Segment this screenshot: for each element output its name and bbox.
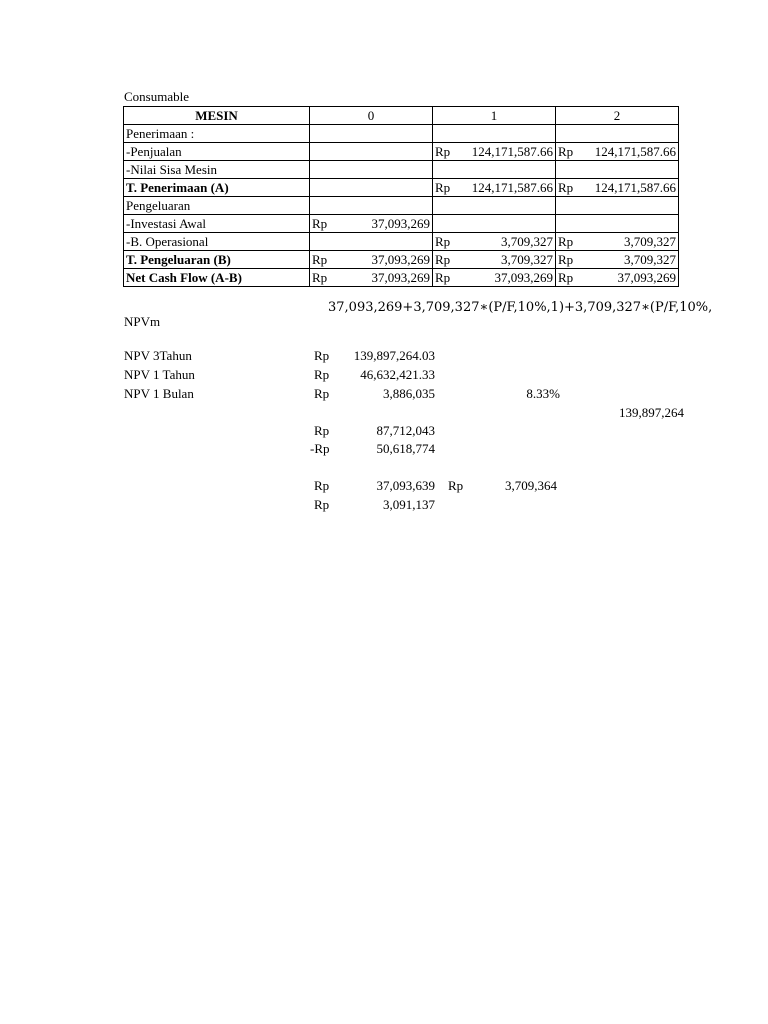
row-label[interactable]: -Nilai Sisa Mesin — [124, 161, 310, 179]
cell-year-2[interactable] — [556, 161, 679, 179]
npv-1-bulan-label: NPV 1 Bulan — [124, 386, 194, 401]
calc-4-value[interactable]: 3,091,137 — [383, 497, 435, 512]
table-row — [124, 251, 679, 269]
calc-2-currency: -Rp — [310, 441, 330, 456]
cell-year-1[interactable] — [433, 197, 556, 215]
cell-year-0[interactable] — [310, 179, 433, 197]
cell-year-0[interactable] — [310, 161, 433, 179]
table-row — [124, 125, 679, 143]
calc-3-value[interactable]: 37,093,639 — [376, 478, 435, 493]
money-value — [312, 215, 430, 232]
npv-1-bulan-currency: Rp — [314, 386, 330, 401]
cell-year-0[interactable] — [310, 197, 433, 215]
currency-label: Rp — [312, 270, 328, 285]
calc-3b-value[interactable]: 3,709,364 — [505, 478, 557, 493]
amount-value: 37,093,269 — [617, 270, 676, 285]
money-value — [435, 233, 553, 250]
npv-formula: 37,093,269+3,709,327∗(P/F,10%,1)+3,709,327∗(P/F,10%, — [328, 300, 713, 315]
monthly-rate-value[interactable]: 8.33% — [526, 386, 560, 401]
table-row — [124, 269, 679, 287]
cell-year-2[interactable] — [556, 125, 679, 143]
currency-label: Rp — [558, 252, 574, 267]
table-header-row — [124, 107, 679, 125]
header-cell-year-2[interactable]: 2 — [556, 107, 679, 125]
money-value — [558, 233, 676, 250]
npv-1-tahun-currency: Rp — [314, 367, 330, 382]
table-row — [124, 179, 679, 197]
cell-year-0[interactable] — [310, 215, 433, 233]
cell-year-0[interactable] — [310, 269, 433, 287]
cell-year-1[interactable] — [433, 251, 556, 269]
money-value — [558, 179, 676, 196]
cell-year-2[interactable] — [556, 269, 679, 287]
amount-value: 3,709,327 — [624, 252, 676, 267]
cash-flow-table — [123, 106, 679, 287]
header-cell-year-1[interactable]: 1 — [433, 107, 556, 125]
amount-value: 37,093,269 — [494, 270, 553, 285]
currency-label: Rp — [312, 216, 328, 231]
npv-1-tahun-value[interactable]: 46,632,421.33 — [360, 367, 435, 382]
currency-label: Rp — [558, 270, 574, 285]
currency-label: Rp — [558, 180, 574, 195]
npv-1-bulan-value[interactable]: 3,886,035 — [383, 386, 435, 401]
amount-value: 124,171,587.66 — [594, 180, 676, 195]
calc-3b-currency: Rp — [448, 478, 464, 493]
currency-label: Rp — [558, 144, 574, 159]
table-row — [124, 197, 679, 215]
currency-label: Rp — [435, 270, 451, 285]
header-cell-mesin[interactable]: MESIN — [124, 107, 310, 125]
cell-year-2[interactable] — [556, 233, 679, 251]
cell-year-1[interactable] — [433, 269, 556, 287]
money-value — [435, 179, 553, 196]
money-value — [558, 269, 676, 286]
cell-year-2[interactable] — [556, 179, 679, 197]
cell-year-0[interactable] — [310, 233, 433, 251]
amount-value: 124,171,587.66 — [594, 144, 676, 159]
cell-year-1[interactable] — [433, 179, 556, 197]
currency-label: Rp — [435, 180, 451, 195]
row-label[interactable]: -B. Operasional — [124, 233, 310, 251]
row-label[interactable]: Pengeluaran — [124, 197, 310, 215]
row-label[interactable]: T. Penerimaan (A) — [124, 179, 310, 197]
money-value — [558, 251, 676, 268]
table-row — [124, 233, 679, 251]
cell-year-2[interactable] — [556, 197, 679, 215]
cell-year-1[interactable] — [433, 161, 556, 179]
row-label[interactable]: T. Pengeluaran (B) — [124, 251, 310, 269]
amount-value: 37,093,269 — [371, 270, 430, 285]
calc-2-value[interactable]: 50,618,774 — [376, 441, 435, 456]
calc-4-currency: Rp — [314, 497, 330, 512]
amount-value: 3,709,327 — [501, 252, 553, 267]
row-label[interactable]: -Investasi Awal — [124, 215, 310, 233]
header-cell-year-0[interactable]: 0 — [310, 107, 433, 125]
amount-value: 3,709,327 — [501, 234, 553, 249]
amount-value: 3,709,327 — [624, 234, 676, 249]
sheet-title: Consumable — [124, 89, 189, 104]
cell-year-1[interactable] — [433, 215, 556, 233]
amount-value: 124,171,587.66 — [471, 180, 553, 195]
cell-year-2[interactable] — [556, 215, 679, 233]
cell-year-0[interactable] — [310, 251, 433, 269]
cell-year-1[interactable] — [433, 125, 556, 143]
cell-year-0[interactable] — [310, 125, 433, 143]
money-value — [435, 143, 553, 160]
calc-3-currency: Rp — [314, 478, 330, 493]
cell-year-1[interactable] — [433, 233, 556, 251]
cell-year-2[interactable] — [556, 251, 679, 269]
currency-label: Rp — [435, 144, 451, 159]
amount-value: 37,093,269 — [371, 252, 430, 267]
row-label[interactable]: Penerimaan : — [124, 125, 310, 143]
npv-3-tahun-label: NPV 3Tahun — [124, 348, 192, 363]
npv-total-value[interactable]: 139,897,264 — [619, 405, 684, 420]
currency-label: Rp — [435, 234, 451, 249]
table-row — [124, 215, 679, 233]
currency-label: Rp — [435, 252, 451, 267]
table-row — [124, 161, 679, 179]
cell-year-0[interactable] — [310, 143, 433, 161]
currency-label: Rp — [558, 234, 574, 249]
money-value — [558, 143, 676, 160]
row-label[interactable]: Net Cash Flow (A-B) — [124, 269, 310, 287]
npv-1-tahun-label: NPV 1 Tahun — [124, 367, 195, 382]
calc-1-value[interactable]: 87,712,043 — [376, 423, 435, 438]
currency-label: Rp — [312, 252, 328, 267]
row-label[interactable]: -Penjualan — [124, 143, 310, 161]
cell-year-1[interactable] — [433, 143, 556, 161]
money-value — [435, 269, 553, 286]
amount-value: 124,171,587.66 — [471, 144, 553, 159]
money-value — [312, 269, 430, 286]
amount-value: 37,093,269 — [371, 216, 430, 231]
money-value — [435, 251, 553, 268]
npvm-label: NPVm — [124, 314, 161, 329]
calc-1-currency: Rp — [314, 423, 330, 438]
npv-3-tahun-value[interactable]: 139,897,264.03 — [353, 348, 435, 363]
cell-year-2[interactable] — [556, 143, 679, 161]
table-row — [124, 143, 679, 161]
money-value — [312, 251, 430, 268]
npv-3-tahun-currency: Rp — [314, 348, 330, 363]
